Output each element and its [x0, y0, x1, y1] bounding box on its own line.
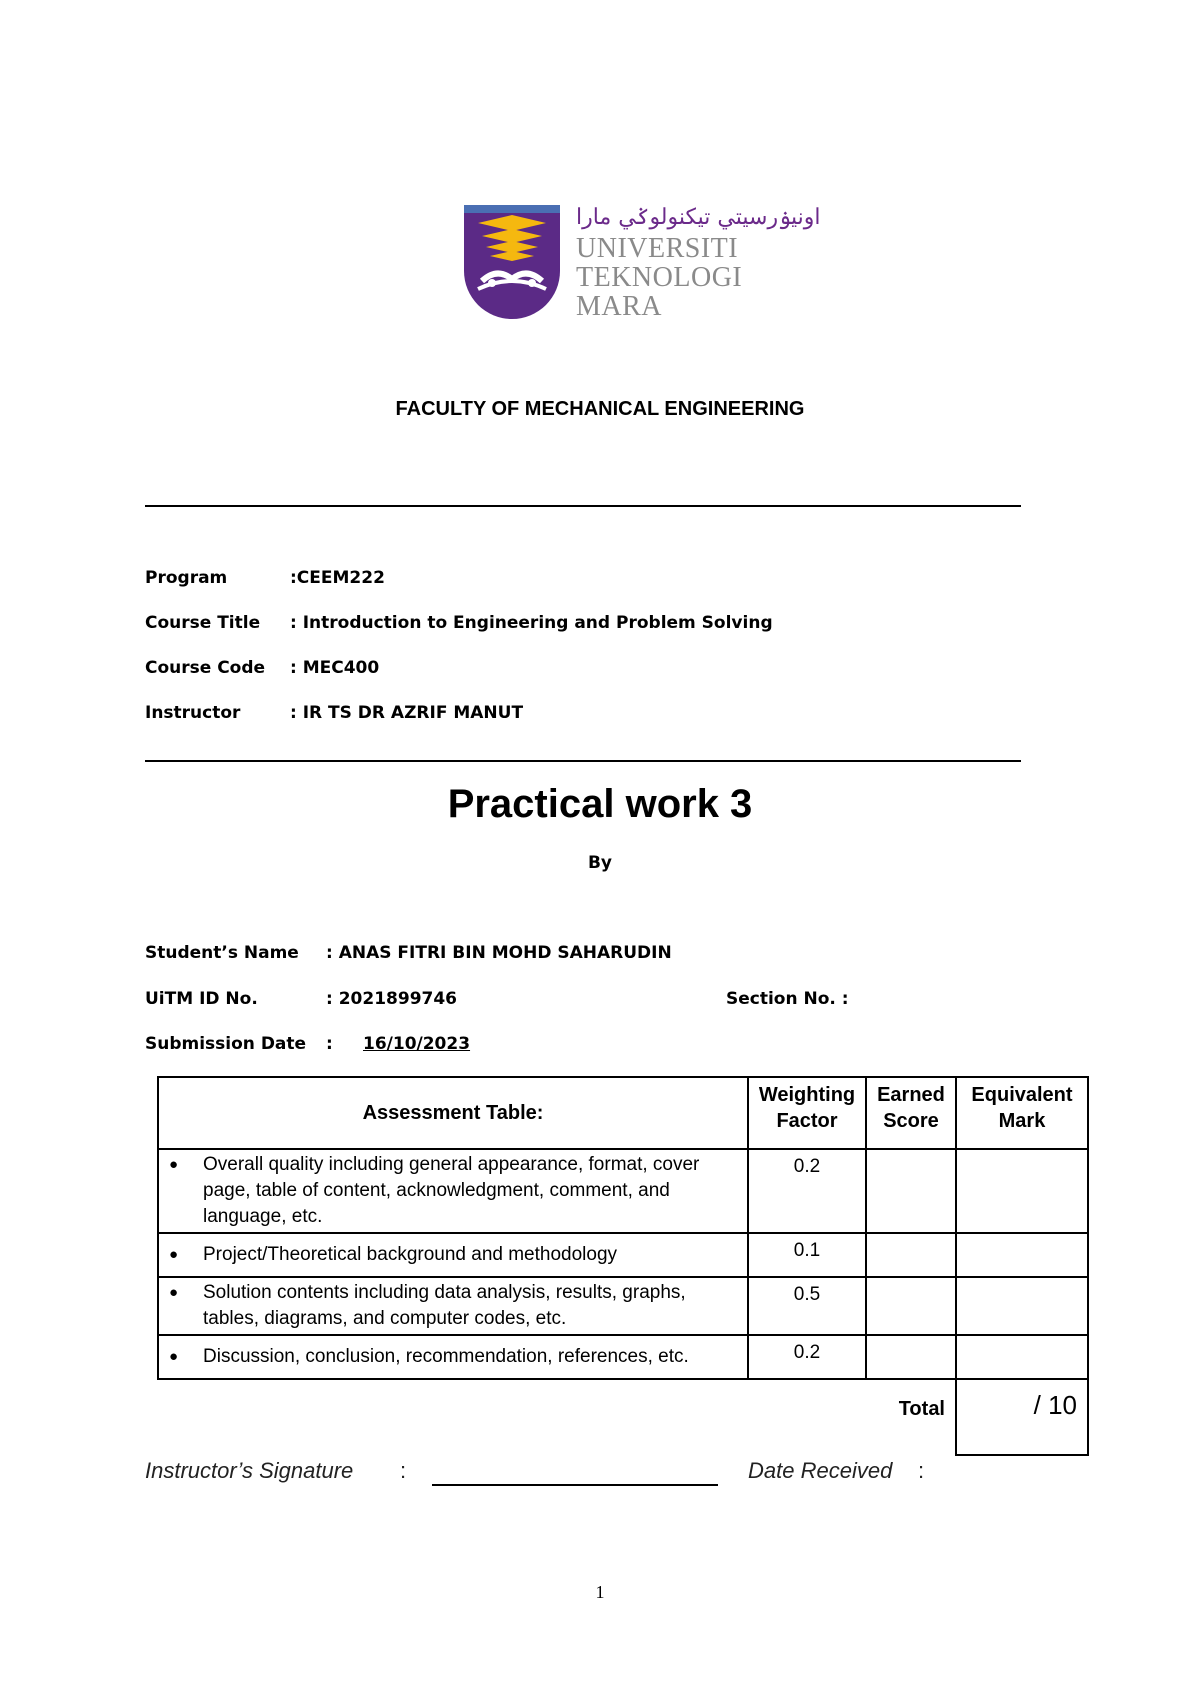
- uitm-id-label: UiTM ID No.: [145, 989, 258, 1009]
- total-value: / 10: [956, 1379, 1088, 1455]
- criterion-cell: [158, 1335, 748, 1379]
- logo-line-universiti: UNIVERSITI: [576, 233, 739, 264]
- bullet-icon: ●: [169, 1348, 179, 1365]
- divider-top: [145, 505, 1021, 507]
- by-label: By: [587, 853, 613, 873]
- table-row: [158, 1335, 1088, 1379]
- earned-score-cell[interactable]: [866, 1335, 956, 1379]
- instructor-signature-label: Instructor’s Signature: [145, 1458, 354, 1483]
- equivalent-mark-cell[interactable]: [956, 1277, 1088, 1335]
- instructor-value: : IR TS DR AZRIF MANUT: [290, 703, 524, 723]
- bullet-icon: ●: [169, 1246, 179, 1263]
- student-name-value: : ANAS FITRI BIN MOHD SAHARUDIN: [326, 943, 672, 963]
- header-equivalent-mark: Equivalent Mark: [956, 1077, 1088, 1149]
- weight-cell: 0.1: [748, 1233, 866, 1277]
- bullet-icon: ●: [169, 1284, 179, 1301]
- divider-bottom: [145, 760, 1021, 762]
- weight-cell: 0.5: [748, 1277, 866, 1335]
- header-assessment-table: Assessment Table:: [158, 1077, 748, 1149]
- logo-line-teknologi: TEKNOLOGI: [576, 262, 743, 293]
- document-title: Practical work 3: [447, 782, 753, 826]
- program-value: :CEEM222: [290, 568, 385, 588]
- total-row: [158, 1379, 1088, 1455]
- header-weighting-factor: Weighting Factor: [748, 1077, 866, 1149]
- criterion-cell: [158, 1149, 748, 1233]
- bullet-icon: ●: [169, 1156, 179, 1173]
- assessment-table: [157, 1076, 1089, 1456]
- university-logo: [462, 203, 821, 323]
- assessment-header-row: [158, 1077, 1088, 1149]
- total-label: Total: [898, 1398, 945, 1420]
- instructor-label: Instructor: [145, 703, 241, 723]
- weight-cell: 0.2: [748, 1149, 866, 1233]
- uitm-id-value: : 2021899746: [326, 989, 458, 1009]
- criterion-cell: [158, 1233, 748, 1277]
- criterion-text: Project/Theoretical background and methodology: [203, 1244, 618, 1265]
- course-title-value: : Introduction to Engineering and Problem Solving: [290, 613, 773, 633]
- equivalent-mark-cell[interactable]: [956, 1149, 1088, 1233]
- criterion-text: Solution contents including data analysis, results, graphs, tables, diagrams, and computer codes, etc.: [203, 1282, 686, 1329]
- signature-colon: :: [400, 1458, 407, 1483]
- earned-score-cell[interactable]: [866, 1277, 956, 1335]
- course-title-label: Course Title: [145, 613, 261, 633]
- table-row: [158, 1277, 1088, 1335]
- submission-date-label: Submission Date: [145, 1034, 307, 1054]
- signature-line[interactable]: [432, 1484, 718, 1486]
- criterion-cell: [158, 1277, 748, 1335]
- page-number: 1: [595, 1582, 605, 1602]
- section-no-label: Section No. :: [726, 989, 849, 1009]
- criterion-text: Discussion, conclusion, recommendation, references, etc.: [203, 1346, 689, 1367]
- table-row: [158, 1233, 1088, 1277]
- submission-date-colon: :: [326, 1034, 333, 1054]
- course-code-value: : MEC400: [290, 658, 380, 678]
- logo-jawi-text: اونيۏرسيتي تيكنولوݢي مارا: [576, 205, 821, 230]
- logo-line-mara: MARA: [576, 291, 663, 322]
- student-name-label: Student’s Name: [145, 943, 299, 963]
- date-received-colon: :: [918, 1458, 925, 1483]
- uitm-crest-icon: [462, 203, 562, 321]
- table-row: [158, 1149, 1088, 1233]
- criterion-text: Overall quality including general appearance, format, cover page, table of content, acknowledgment, comment, and language, etc.: [203, 1154, 700, 1227]
- earned-score-cell[interactable]: [866, 1233, 956, 1277]
- equivalent-mark-cell[interactable]: [956, 1233, 1088, 1277]
- faculty-title: FACULTY OF MECHANICAL ENGINEERING: [395, 398, 805, 420]
- course-code-label: Course Code: [145, 658, 266, 678]
- equivalent-mark-cell[interactable]: [956, 1335, 1088, 1379]
- submission-date-value: 16/10/2023: [363, 1034, 471, 1054]
- earned-score-cell[interactable]: [866, 1149, 956, 1233]
- weight-cell: 0.2: [748, 1335, 866, 1379]
- date-received-label: Date Received: [748, 1458, 893, 1483]
- program-label: Program: [145, 568, 228, 588]
- header-earned-score: Earned Score: [866, 1077, 956, 1149]
